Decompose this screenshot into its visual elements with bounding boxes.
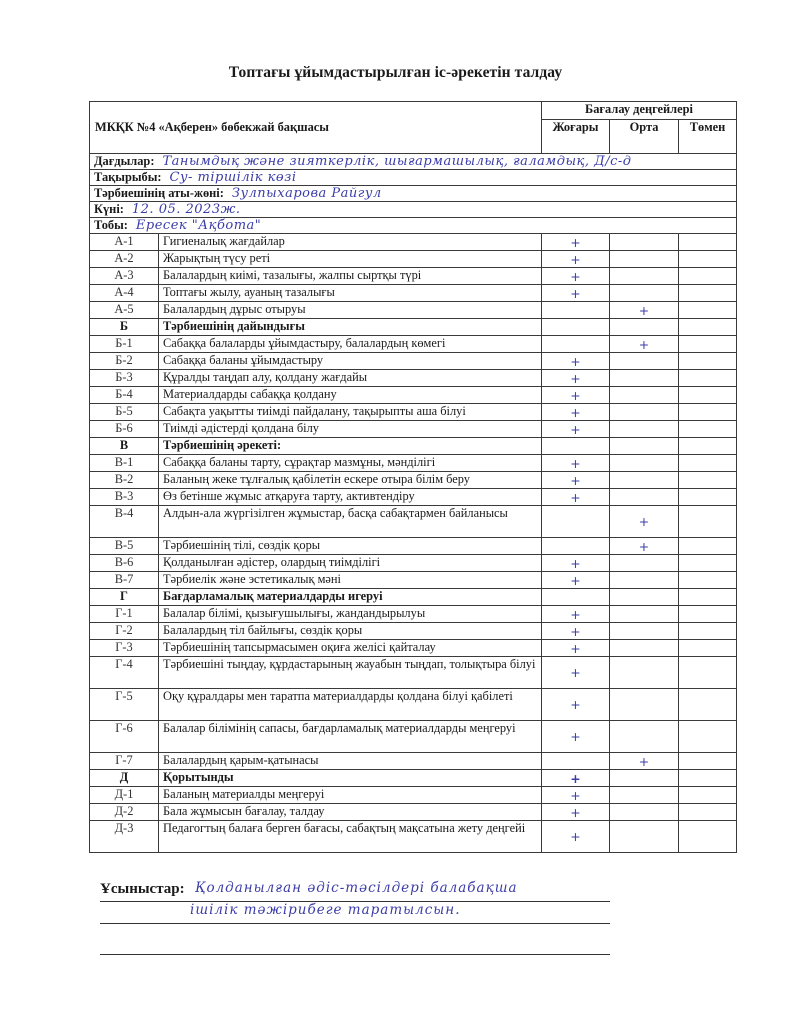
mark-cell-low [679,234,737,251]
criterion-code: Б-1 [90,336,159,353]
plus-mark-icon: + [570,387,581,403]
mark-cell-high [542,506,610,538]
section-row [90,319,737,336]
mark-cell-high [542,753,610,770]
mark-cell-high [542,623,610,640]
recommendations-line-2: ішілік тәжірибеге таратылсын. [190,902,461,918]
plus-mark-icon: + [638,302,650,318]
criterion-text: Балалардың киімі, тазалығы, жалпы сыртқы түрі [159,268,542,285]
criterion-code: Г-6 [90,721,159,753]
mark-cell-high [542,804,610,821]
mark-cell-high [542,370,610,387]
mark-cell-high [542,721,610,753]
plus-mark-icon: + [570,572,581,588]
criterion-code: Д-2 [90,804,159,821]
criterion-text: Өз бетінше жұмыс атқаруға тарту, активтендіру [159,489,542,506]
level-high: Жоғары [542,120,610,154]
plus-mark-icon: + [570,697,581,712]
criterion-row [90,336,737,353]
mark-cell-high [542,589,610,606]
mark-cell-medium [610,555,679,572]
criterion-row [90,657,737,689]
criterion-code: Б-2 [90,353,159,370]
mark-cell-high [542,404,610,421]
mark-cell-low [679,472,737,489]
plus-mark-icon: + [570,404,581,420]
mark-cell-high [542,251,610,268]
criterion-code: Г [90,589,159,606]
criterion-text: Сабаққа баланы тарту, сұрақтар мазмұны, мәнділігі [159,455,542,472]
criterion-text: Баланың жеке тұлғалық қабілетін ескере отыра білім беру [159,472,542,489]
criterion-row [90,572,737,589]
plus-mark-icon: + [638,753,650,769]
mark-cell-medium [610,336,679,353]
plus-mark-icon: + [570,234,581,250]
mark-cell-medium [610,404,679,421]
level-low: Төмен [679,120,737,154]
mark-cell-medium [610,319,679,336]
criterion-code: В-6 [90,555,159,572]
plus-mark-icon: + [638,336,650,352]
mark-cell-high [542,555,610,572]
levels-header: Бағалау деңгейлері [542,102,737,120]
criterion-text: Материалдарды сабаққа қолдану [159,387,542,404]
criterion-code: Д-3 [90,821,159,853]
mark-cell-high [542,472,610,489]
mark-cell-high [542,302,610,319]
criterion-row [90,370,737,387]
plus-mark-icon: + [570,472,581,488]
plus-mark-icon: + [570,640,581,656]
mark-cell-medium [610,421,679,438]
criterion-text: Құралды таңдап алу, қолдану жағдайы [159,370,542,387]
criterion-code: Г-4 [90,657,159,689]
evaluation-table [89,101,737,853]
mark-cell-medium [610,538,679,555]
teacher-value: Зулпыхарова Райгул [231,186,382,201]
criterion-code: А-2 [90,251,159,268]
criterion-row [90,506,737,538]
criterion-code: В [90,438,159,455]
mark-cell-medium [610,438,679,455]
mark-cell-low [679,804,737,821]
topic-label: Тақырыбы: [94,170,162,184]
criterion-code: Б-5 [90,404,159,421]
mark-cell-low [679,319,737,336]
criterion-code: Б-4 [90,387,159,404]
criterion-code: Г-3 [90,640,159,657]
criterion-row [90,251,737,268]
mark-cell-low [679,721,737,753]
criterion-text: Тәрбиешіні тыңдау, құрдастарының жауабын тыңдап, толықтыра білуі [159,657,542,689]
criterion-code: Г-1 [90,606,159,623]
criterion-code: Г-7 [90,753,159,770]
criterion-text: Сабаққа баланы ұйымдастыру [159,353,542,370]
mark-cell-medium [610,234,679,251]
plus-mark-icon: + [570,623,581,639]
criterion-row [90,455,737,472]
criterion-row [90,421,737,438]
mark-cell-high [542,285,610,302]
criterion-row [90,804,737,821]
mark-cell-medium [610,285,679,302]
mark-cell-low [679,353,737,370]
plus-mark-icon: + [570,455,581,471]
criterion-code: В-7 [90,572,159,589]
skills-value: Танымдық және зияткерлік, шығармашылық, ғаламдық, Д/с-д [162,154,632,169]
criterion-text: Баланың материалды меңгеруі [159,787,542,804]
criterion-text: Бала жұмысын бағалау, талдау [159,804,542,821]
mark-cell-high [542,606,610,623]
plus-mark-icon: + [570,251,581,267]
mark-cell-high [542,421,610,438]
criterion-row [90,689,737,721]
criterion-code: В-4 [90,506,159,538]
mark-cell-high [542,268,610,285]
mark-cell-low [679,302,737,319]
mark-cell-low [679,387,737,404]
mark-cell-medium [610,821,679,853]
mark-cell-high [542,787,610,804]
mark-cell-medium [610,640,679,657]
date-value: 12. 05. 2023ж. [131,202,241,217]
criterion-text: Тиімді әдістерді қолдана білу [159,421,542,438]
mark-cell-medium [610,268,679,285]
plus-mark-icon: + [570,787,581,803]
mark-cell-high [542,319,610,336]
criterion-code: Б-6 [90,421,159,438]
criterion-text: Тәрбиелік және эстетикалық мәні [159,572,542,589]
criterion-text: Балалардың дұрыс отыруы [159,302,542,319]
mark-cell-medium [610,572,679,589]
plus-mark-icon: + [570,555,581,571]
mark-cell-high [542,770,610,787]
criterion-code: В-1 [90,455,159,472]
criterion-code: А-5 [90,302,159,319]
mark-cell-medium [610,804,679,821]
section-row [90,589,737,606]
criterion-code: А-4 [90,285,159,302]
mark-cell-medium [610,623,679,640]
mark-cell-medium [610,787,679,804]
plus-mark-icon: + [570,606,581,622]
criterion-text: Балалар білімі, қызығушылығы, жандандырылуы [159,606,542,623]
mark-cell-low [679,753,737,770]
criterion-row [90,555,737,572]
mark-cell-low [679,689,737,721]
criterion-row [90,623,737,640]
criterion-row [90,285,737,302]
topic-value: Су- тіршілік көзі [169,170,297,185]
plus-mark-icon: + [570,285,581,301]
mark-cell-medium [610,353,679,370]
plus-mark-icon: + [570,489,581,505]
criterion-text: Балалардың қарым-қатынасы [159,753,542,770]
mark-cell-low [679,489,737,506]
criterion-code: А-1 [90,234,159,251]
criterion-text: Балалардың тіл байлығы, сөздік қоры [159,623,542,640]
mark-cell-low [679,770,737,787]
criterion-row [90,404,737,421]
plus-mark-icon: + [570,665,581,680]
criterion-code: В-2 [90,472,159,489]
criterion-text: Балалар білімінің сапасы, бағдарламалық материалдарды меңгеруі [159,721,542,753]
mark-cell-high [542,455,610,472]
mark-cell-high [542,821,610,853]
criterion-code: Г-5 [90,689,159,721]
mark-cell-high [542,538,610,555]
recommendations-label: Ұсыныстар: [100,881,185,897]
criterion-row [90,472,737,489]
organization-name: МКҚК №4 «Ақберен» бөбекжай бақшасы [90,102,542,154]
plus-mark-icon: + [570,829,581,844]
criterion-text: Қорытынды [159,770,542,787]
mark-cell-high [542,689,610,721]
criterion-row [90,302,737,319]
mark-cell-medium [610,770,679,787]
criterion-row [90,353,737,370]
mark-cell-high [542,234,610,251]
mark-cell-medium [610,753,679,770]
mark-cell-high [542,353,610,370]
group-value: Ересек "Ақбота" [135,218,262,233]
mark-cell-low [679,438,737,455]
mark-cell-low [679,404,737,421]
plus-mark-icon: + [570,729,581,744]
mark-cell-medium [610,689,679,721]
section-row [90,770,737,787]
mark-cell-low [679,268,737,285]
level-medium: Орта [610,120,679,154]
criterion-text: Педагогтың балаға берген бағасы, сабақтың мақсатына жету деңгейі [159,821,542,853]
mark-cell-low [679,455,737,472]
mark-cell-medium [610,489,679,506]
criterion-text: Оқу құралдары мен таратпа материалдарды қолдана білуі қабілеті [159,689,542,721]
criterion-text: Сабақта уақытты тиімді пайдалану, тақырыпты аша білуі [159,404,542,421]
criterion-text: Жарықтың түсу реті [159,251,542,268]
plus-mark-icon: + [570,770,581,786]
plus-mark-icon: + [638,514,650,529]
plus-mark-icon: + [638,538,650,554]
mark-cell-medium [610,657,679,689]
criterion-code: Д [90,770,159,787]
mark-cell-medium [610,721,679,753]
plus-mark-icon: + [570,370,581,386]
mark-cell-low [679,336,737,353]
mark-cell-high [542,640,610,657]
mark-cell-medium [610,387,679,404]
criterion-text: Алдын-ала жүргізілген жұмыстар, басқа сабақтармен байланысы [159,506,542,538]
mark-cell-low [679,251,737,268]
criterion-text: Тәрбиешінің әрекеті: [159,438,542,455]
mark-cell-high [542,489,610,506]
mark-cell-low [679,538,737,555]
plus-mark-icon: + [570,804,581,820]
mark-cell-high [542,572,610,589]
mark-cell-low [679,555,737,572]
mark-cell-high [542,336,610,353]
mark-cell-low [679,606,737,623]
topic-row [90,170,737,186]
mark-cell-high [542,657,610,689]
mark-cell-medium [610,251,679,268]
mark-cell-medium [610,472,679,489]
group-label: Тобы: [94,218,128,232]
criterion-code: А-3 [90,268,159,285]
mark-cell-medium [610,302,679,319]
mark-cell-medium [610,589,679,606]
criterion-code: Д-1 [90,787,159,804]
recommendations [100,880,610,955]
criterion-row [90,640,737,657]
criterion-row [90,234,737,251]
mark-cell-low [679,623,737,640]
mark-cell-low [679,657,737,689]
mark-cell-medium [610,606,679,623]
date-label: Күні: [94,202,124,216]
plus-mark-icon: + [570,268,581,284]
date-row [90,202,737,218]
criterion-code: В-5 [90,538,159,555]
mark-cell-low [679,787,737,804]
criterion-text: Тәрбиешінің тапсырмасымен оқиға желісі қайталау [159,640,542,657]
criterion-text: Бағдарламалық материалдарды игеруі [159,589,542,606]
group-row [90,218,737,234]
mark-cell-high [542,387,610,404]
plus-mark-icon: + [570,421,581,437]
criterion-code: Б-3 [90,370,159,387]
teacher-row [90,186,737,202]
criterion-code: Г-2 [90,623,159,640]
mark-cell-low [679,640,737,657]
mark-cell-low [679,821,737,853]
teacher-label: Тәрбиешінің аты-жөні: [94,186,224,200]
mark-cell-low [679,572,737,589]
mark-cell-medium [610,506,679,538]
criterion-row [90,606,737,623]
criterion-row [90,538,737,555]
criterion-code: В-3 [90,489,159,506]
mark-cell-low [679,589,737,606]
criterion-row [90,721,737,753]
criterion-row [90,787,737,804]
criterion-row [90,387,737,404]
mark-cell-low [679,506,737,538]
criterion-text: Топтағы жылу, ауаның тазалығы [159,285,542,302]
mark-cell-low [679,421,737,438]
document-title: Топтағы ұйымдастырылған іс-әрекетін талдау [228,64,563,81]
section-row [90,438,737,455]
criterion-row [90,821,737,853]
criterion-row [90,753,737,770]
plus-mark-icon: + [570,353,581,369]
criterion-text: Сабаққа балаларды ұйымдастыру, балалардың көмегі [159,336,542,353]
mark-cell-medium [610,370,679,387]
mark-cell-high [542,438,610,455]
skills-row [90,154,737,170]
criterion-row [90,268,737,285]
mark-cell-low [679,370,737,387]
recommendations-line-1: Қолданылған әдіс-тәсілдері балабақша [195,880,518,896]
criterion-text: Тәрбиешінің тілі, сөздік қоры [159,538,542,555]
criterion-code: Б [90,319,159,336]
criterion-text: Тәрбиешінің дайындығы [159,319,542,336]
criterion-row [90,489,737,506]
mark-cell-low [679,285,737,302]
mark-cell-medium [610,455,679,472]
criterion-text: Қолданылған әдістер, олардың тиімділігі [159,555,542,572]
criterion-text: Гигиеналық жағдайлар [159,234,542,251]
skills-label: Дағдылар: [94,154,155,168]
recommendations-blank-line [100,924,610,955]
